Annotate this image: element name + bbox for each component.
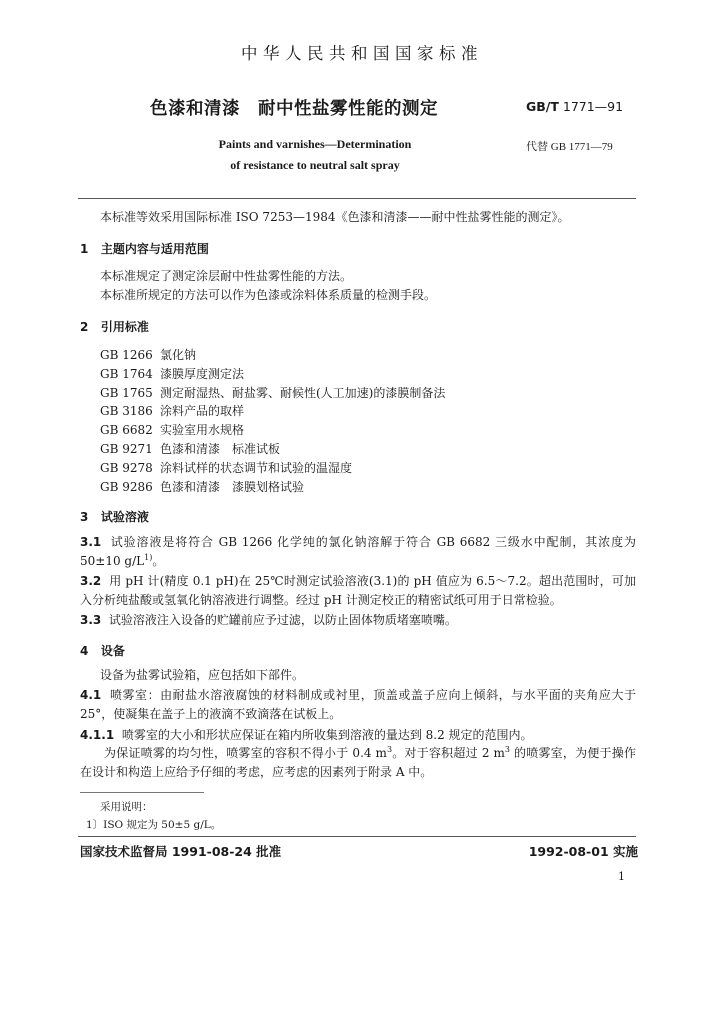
clause-4-1-text: 喷雾室：由耐盐水溶液腐蚀的材料制成或衬里，顶盖或盖子应向上倾斜，与水平面的夹角应大于25°，使凝集在盖子上的液滴不致滴落在试板上。 bbox=[80, 688, 636, 721]
clause-4-1-1 bbox=[80, 726, 636, 745]
clause-4-1-1-number: 4.1.1 bbox=[80, 728, 115, 742]
clause-3-1-end: 。 bbox=[152, 553, 165, 568]
section-4-paragraph-a: 为保证喷雾的均匀性，喷雾室的容积不得小于 0.4 m bbox=[104, 746, 387, 760]
reference-code: GB 9278 bbox=[100, 460, 153, 475]
replaces-note: 代替 GB 1771—79 bbox=[526, 141, 613, 153]
title-english bbox=[200, 134, 430, 176]
reference-name: 涂料试样的状态调节和试验的温湿度 bbox=[160, 460, 353, 475]
section-4-paragraph bbox=[80, 744, 636, 781]
section-1-title: 主题内容与适用范围 bbox=[100, 242, 209, 256]
section-2-number: 2 bbox=[80, 320, 89, 334]
reference-item bbox=[100, 384, 445, 403]
reference-code: GB 1764 bbox=[100, 366, 153, 381]
reference-code: GB 9286 bbox=[100, 479, 153, 494]
section-3-heading bbox=[80, 508, 149, 525]
footnote-divider bbox=[80, 792, 204, 793]
footnote-marker: 1) bbox=[144, 552, 153, 562]
section-1-number: 1 bbox=[80, 242, 89, 256]
reference-item bbox=[100, 478, 445, 497]
standard-number bbox=[526, 99, 623, 114]
section-1-para-1: 本标准规定了测定涂层耐中性盐雾性能的方法。 bbox=[100, 269, 353, 283]
clause-3-1 bbox=[80, 533, 636, 570]
title-english-line2: of resistance to neutral salt spray bbox=[230, 158, 400, 172]
reference-item bbox=[100, 402, 445, 421]
section-2-title: 引用标准 bbox=[100, 320, 149, 334]
clause-3-2-text: 用 pH 计(精度 0.1 pH)在 25℃时测定试验溶液(3.1)的 pH 值应为 6.5～7.2。超出范围时，可加入分析纯盐酸或氢氧化钠溶液进行调整。经过 pH 计测定校正的精密试纸可用于日常检验。 bbox=[80, 574, 636, 607]
reference-name: 涂料产品的取样 bbox=[160, 404, 245, 419]
reference-list bbox=[100, 346, 445, 496]
section-2-heading bbox=[80, 318, 149, 335]
standard-number-value: 1771—91 bbox=[562, 99, 624, 114]
section-1-para-2: 本标准所规定的方法可以作为色漆或涂料体系质量的检测手段。 bbox=[100, 288, 437, 302]
section-4-heading bbox=[80, 642, 125, 659]
standard-number-prefix: GB/T bbox=[526, 99, 559, 114]
effective-date: 1992-08-01 实施 bbox=[528, 844, 638, 859]
clause-3-2 bbox=[80, 572, 636, 609]
section-3-title: 试验溶液 bbox=[100, 510, 149, 524]
clause-4-1-number: 4.1 bbox=[80, 688, 102, 702]
reference-name: 漆膜厚度测定法 bbox=[160, 366, 245, 381]
superscript: 3 bbox=[504, 745, 510, 754]
clause-3-3-number: 3.3 bbox=[80, 613, 102, 627]
reference-item bbox=[100, 421, 445, 440]
reference-name: 色漆和清漆 标准试板 bbox=[160, 441, 281, 456]
clause-3-2-number: 3.2 bbox=[80, 574, 102, 588]
reference-name: 色漆和清漆 漆膜划格试验 bbox=[160, 479, 305, 494]
reference-name: 测定耐湿热、耐盐雾、耐候性(人工加速)的漆膜制备法 bbox=[160, 385, 446, 400]
section-4-title: 设备 bbox=[100, 644, 125, 658]
reference-item bbox=[100, 346, 445, 365]
approval-date: 国家技术监督局 1991-08-24 批准 bbox=[80, 844, 282, 859]
section-1-heading bbox=[80, 240, 209, 257]
clause-3-1-number: 3.1 bbox=[80, 535, 102, 549]
clause-4-1-1-text: 喷雾室的大小和形状应保证在箱内所收集到溶液的量达到 8.2 规定的范围内。 bbox=[121, 728, 533, 742]
title-english-line1: Paints and varnishes—Determination bbox=[218, 137, 412, 151]
clause-4-1 bbox=[80, 686, 636, 723]
clause-3-3 bbox=[80, 611, 636, 630]
clause-3-1-text: 试验溶液是将符合 GB 1266 化学纯的氯化钠溶解于符合 GB 6682 三级水中配制，其浓度为 50±10 g/L bbox=[80, 535, 636, 568]
reference-code: GB 1266 bbox=[100, 348, 153, 362]
section-4-number: 4 bbox=[80, 644, 89, 658]
reference-code: GB 3186 bbox=[100, 404, 153, 419]
footnote-title: 采用说明： bbox=[100, 801, 153, 813]
standard-type-header: 中华人民共和国国家标准 bbox=[241, 44, 483, 63]
section-4-paragraph-b: 。对于容积超过 2 m bbox=[392, 746, 505, 760]
section-4-intro: 设备为盐雾试验箱，应包括如下部件。 bbox=[100, 668, 305, 682]
section-3-number: 3 bbox=[80, 510, 89, 524]
page-number: 1 bbox=[618, 870, 625, 883]
reference-name: 实验室用水规格 bbox=[160, 423, 245, 438]
reference-item bbox=[100, 459, 445, 478]
reference-name: 氯化钠 bbox=[160, 348, 197, 362]
adoption-statement: 本标准等效采用国际标准 ISO 7253—1984《色漆和清漆——耐中性盐雾性能的测定》。 bbox=[100, 210, 570, 224]
clause-3-3-text: 试验溶液注入设备的贮罐前应予过滤，以防止固体物质堵塞喷嘴。 bbox=[108, 613, 457, 627]
reference-code: GB 6682 bbox=[100, 423, 153, 438]
header-divider bbox=[78, 198, 636, 199]
section-4-paragraph-c: 的喷雾室，为便于操作在设计和构造上应给予仔细的考虑，应考虑的因素列于附录 A 中。 bbox=[80, 746, 636, 779]
title-chinese: 色漆和清漆 耐中性盐雾性能的测定 bbox=[150, 99, 438, 119]
reference-item bbox=[100, 365, 445, 384]
footnote-text: 1〕ISO 规定为 50±5 g/L。 bbox=[86, 819, 222, 831]
reference-code: GB 9271 bbox=[100, 441, 153, 456]
footer-divider bbox=[78, 836, 636, 837]
reference-item bbox=[100, 440, 445, 459]
superscript: 3 bbox=[386, 745, 393, 754]
reference-code: GB 1765 bbox=[100, 385, 153, 400]
